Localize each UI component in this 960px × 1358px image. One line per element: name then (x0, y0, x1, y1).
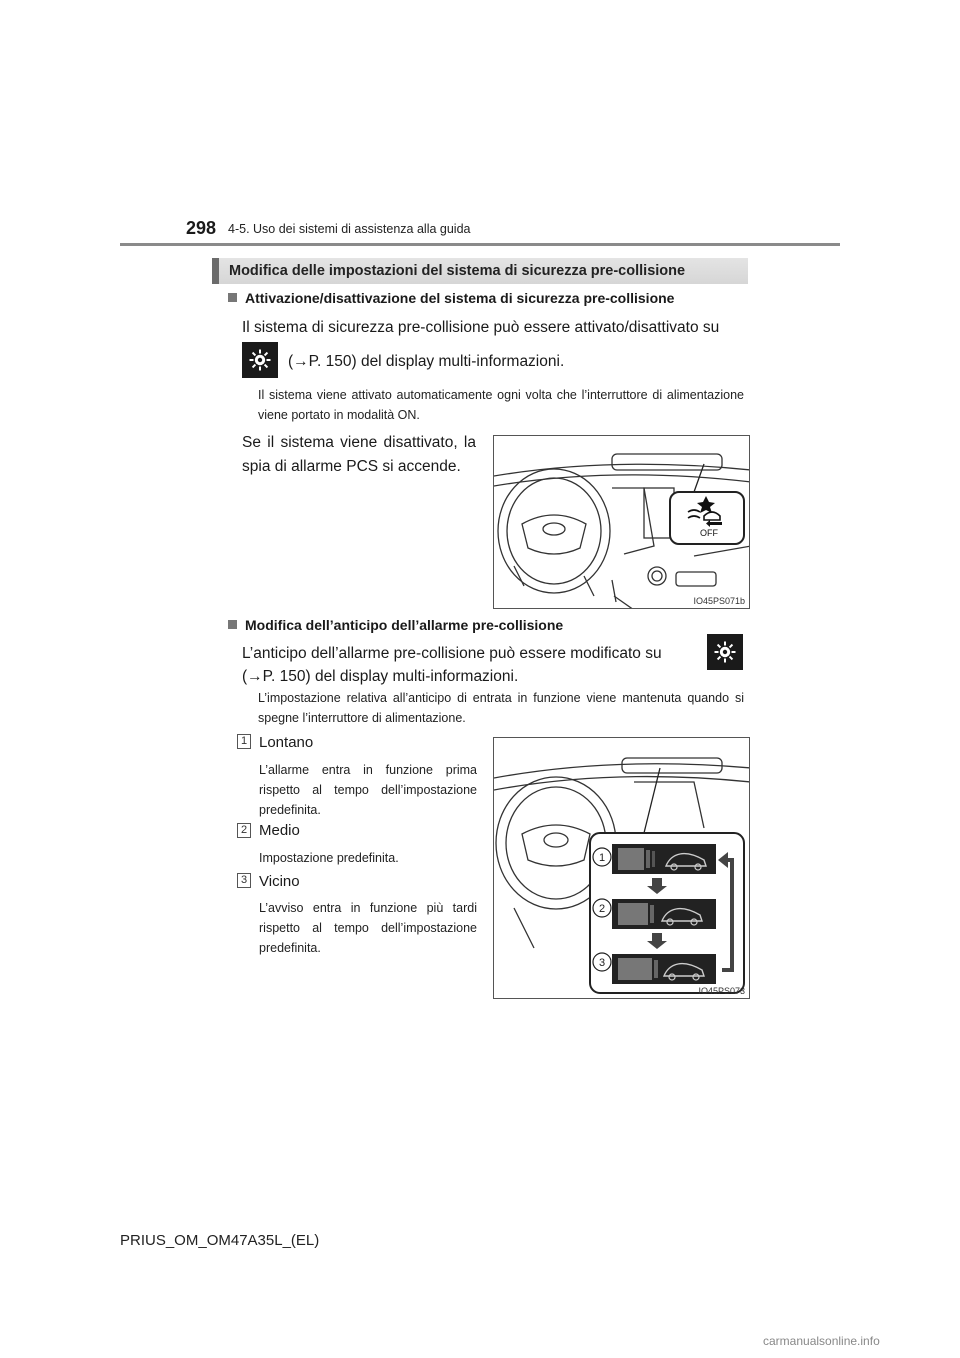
activation-line2: (→P. 150) del display multi-informazioni. (288, 353, 565, 370)
activation-note: Il sistema viene attivato automaticamente ogni volta che l’interruttore di alimentazione viene portato in modalità ON. (258, 388, 744, 422)
item-number-2: 2 (237, 823, 251, 838)
item-label-vicino: Vicino (259, 873, 300, 890)
item-label-medio: Medio (259, 822, 300, 839)
settings-gear-icon (707, 634, 743, 670)
figure-code: IO45PS073 (698, 986, 745, 996)
bullet-heading-timing (228, 617, 563, 633)
figure-item-3-label: 3 (598, 957, 606, 969)
chapter-title: 4-5. Uso dei sistemi di assistenza alla guida (228, 222, 471, 236)
item-label-lontano: Lontano (259, 734, 314, 751)
figure-item-2-label: 2 (598, 903, 606, 915)
heading-text: Attivazione/disattivazione del sistema di sicurezza pre-collisione (245, 290, 675, 306)
header-rule (120, 243, 840, 246)
timing-note: L’impostazione relativa all’anticipo di entrata in funzione viene mantenuta quando si spegne l’interruttore di alimentazione. (258, 691, 744, 725)
figure-warning-timing (493, 737, 750, 999)
page-number: 298 (186, 218, 217, 238)
gear-icon (713, 640, 737, 664)
figure-dashboard-pcs-off (493, 435, 750, 609)
bullet-heading-activation (228, 290, 674, 306)
figure-code: IO45PS071b (693, 596, 745, 606)
square-bullet-icon (228, 620, 237, 629)
item-number-1: 1 (237, 734, 251, 749)
item-desc-medio: Impostazione predefinita. (259, 851, 399, 865)
heading-text: Modifica dell’anticipo dell’allarme pre-collisione (245, 617, 564, 633)
timing-illustration (494, 738, 750, 999)
figure-off-label: OFF (700, 528, 718, 538)
square-bullet-icon (228, 293, 237, 302)
footer-code: PRIUS_OM_OM47A35L_(EL) (120, 1232, 320, 1249)
pcs-warning-text: Se il sistema viene disattivato, la spia di allarme PCS si accende. (242, 434, 476, 475)
timing-line2: (→P. 150) del display multi-informazioni. (242, 668, 519, 685)
section-title: Modifica delle impostazioni del sistema di sicurezza pre-collisione (212, 258, 748, 284)
item-number-3: 3 (237, 873, 251, 888)
timing-line1: L’anticipo dell’allarme pre-collisione può essere modificato su (242, 645, 662, 662)
item-desc-vicino: L’avviso entra in funzione più tardi rispetto al tempo dell’impostazione predefinita. (259, 901, 477, 955)
gear-icon (248, 348, 272, 372)
dashboard-illustration (494, 436, 750, 609)
watermark: carmanualsonline.info (763, 1334, 880, 1348)
figure-item-1-label: 1 (598, 852, 606, 864)
item-desc-lontano: L’allarme entra in funzione prima rispetto al tempo dell’impostazione predefinita. (259, 763, 477, 817)
activation-line1: Il sistema di sicurezza pre-collisione può essere attivato/disattivato su (242, 319, 720, 336)
settings-gear-icon (242, 342, 278, 378)
